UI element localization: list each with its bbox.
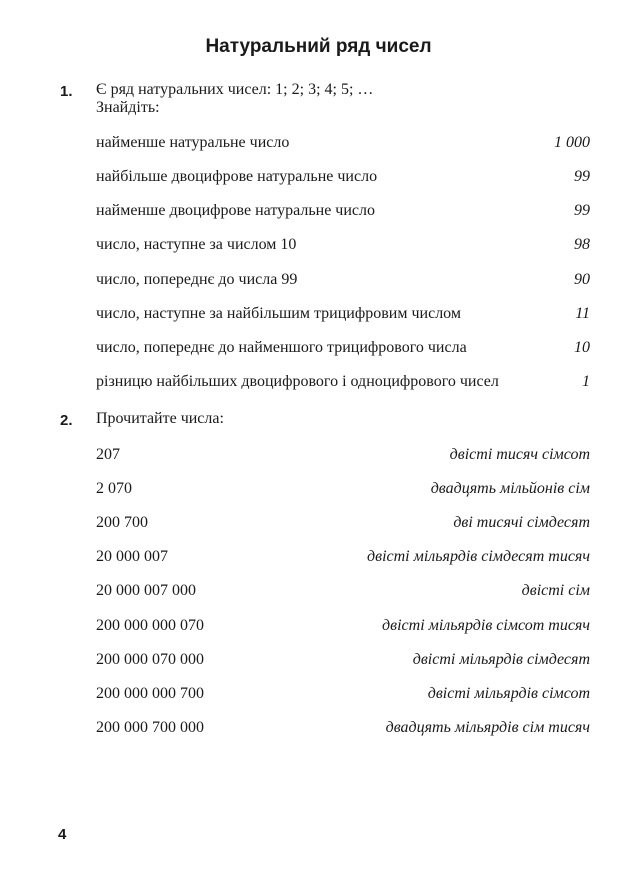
task1-prompt: Знайдіть:: [96, 99, 160, 116]
task1-item: [96, 236, 590, 258]
task2-prompt: Прочитайте числа:: [96, 410, 224, 427]
task1-item-text: число, наступне за числом 10: [96, 236, 297, 253]
task2-number-words: двісті мільярдів сімсот тисяч: [382, 617, 590, 634]
task2-number-value: 20 000 007 000: [96, 582, 196, 599]
task1-item: [96, 305, 590, 327]
task1-item-answer: 11: [575, 305, 590, 322]
page-number: 4: [58, 826, 67, 843]
task2-item: [96, 719, 590, 741]
task1-item-text: найменше двоцифрове натуральне число: [96, 202, 375, 219]
task1-item: [96, 134, 590, 156]
task2-number-value: 207: [96, 446, 120, 463]
task2-item: [96, 514, 590, 536]
task1-item: [96, 202, 590, 224]
task1-item-answer: 90: [574, 271, 590, 288]
task2-item: [96, 446, 590, 468]
task1-item-answer: 99: [574, 202, 590, 219]
task2-number-words: двадцять мільйонів сім: [430, 480, 590, 497]
task2-number: 2.: [60, 412, 73, 429]
task2-number-value: 200 000 700 000: [96, 719, 204, 736]
task1-item-text: число, попереднє до найменшого трицифрового числа: [96, 339, 467, 356]
task2-number-words: двісті мільярдів сімдесят тисяч: [367, 548, 590, 565]
task2-item: [96, 480, 590, 502]
task1-item-text: різницю найбільших двоцифрового і одноцифрового чисел: [96, 373, 499, 390]
task1-item: [96, 339, 590, 361]
task2-item: [96, 685, 590, 707]
task1-item-text: найбільше двоцифрове натуральне число: [96, 168, 378, 185]
task1-item-text: число, наступне за найбільшим трицифровим числом: [96, 305, 461, 322]
task2-item: [96, 548, 590, 570]
task2-number-words: двісті мільярдів сімдесят: [412, 651, 590, 668]
task2-number-words: дві тисячі сімдесят: [453, 514, 590, 531]
page-title: Натуральний ряд чисел: [205, 36, 432, 57]
task2-number-words: двісті тисяч сімсот: [449, 446, 590, 463]
task1-number: 1.: [60, 83, 73, 100]
task2-number-value: 200 700: [96, 514, 148, 531]
task2-number-value: 200 000 000 070: [96, 617, 204, 634]
task2-item: [96, 617, 590, 639]
task2-number-words: двадцять мільярдів сім тисяч: [385, 719, 590, 736]
task2-number-words: двісті мільярдів сімсот: [427, 685, 590, 702]
task1-item-answer: 10: [574, 339, 590, 356]
task2-number-value: 2 070: [96, 480, 132, 497]
task2-item: [96, 582, 590, 604]
task2-number-words: двісті сім: [521, 582, 590, 599]
task1-item-answer: 1 000: [554, 134, 590, 151]
task2-number-value: 20 000 007: [96, 548, 168, 565]
task1-item-answer: 99: [574, 168, 590, 185]
task1-item: [96, 271, 590, 293]
task1-item-text: найменше натуральне число: [96, 134, 290, 151]
task1-item-answer: 1: [582, 373, 590, 390]
task1-intro: Є ряд натуральних чисел: 1; 2; 3; 4; 5; …: [96, 81, 374, 98]
task2-number-value: 200 000 070 000: [96, 651, 204, 668]
task1-item-text: число, попереднє до числа 99: [96, 271, 298, 288]
task1-item: [96, 168, 590, 190]
task2-number-value: 200 000 000 700: [96, 685, 204, 702]
task1-item-answer: 98: [574, 236, 590, 253]
task1-item: [96, 373, 590, 395]
task2-item: [96, 651, 590, 673]
